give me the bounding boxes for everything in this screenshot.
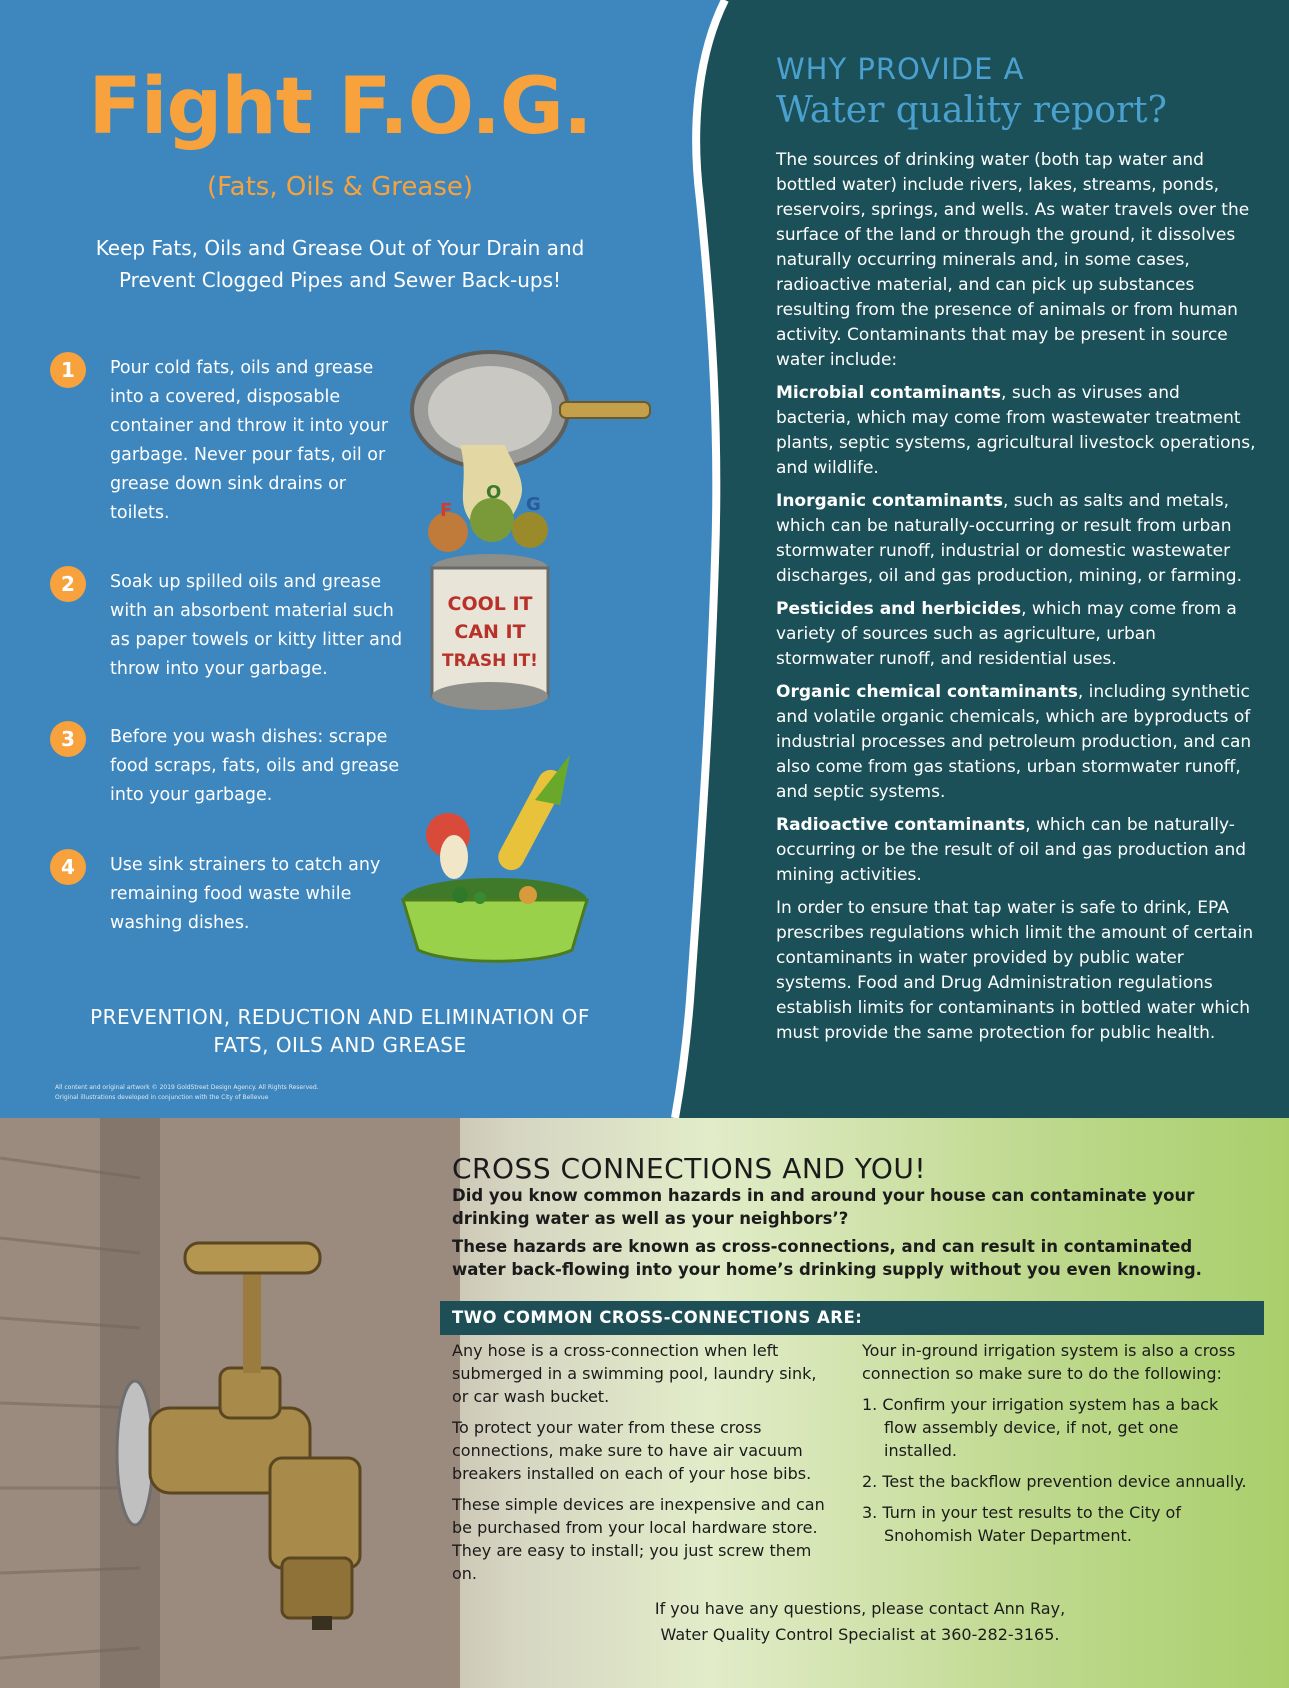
can-letter: G bbox=[526, 494, 541, 515]
contaminant-desc: , including synthetic and volatile organic chemicals, which are byproducts of industrial processes and petroleum production, and can also come from gas stations, urban stormwater runoff, and septic systems. bbox=[776, 682, 1252, 802]
cross-left-paragraph: To protect your water from these cross connections, make sure to have air vacuum breakers installed on each of your hose bibs. bbox=[452, 1418, 812, 1483]
fog-column bbox=[0, 0, 690, 1118]
contaminant-item bbox=[776, 680, 1256, 805]
step-number: 4 bbox=[50, 849, 86, 885]
fog-intro: Keep Fats, Oils and Grease Out of Your Drain and Prevent Clogged Pipes and Sewer Back-ups! bbox=[95, 236, 585, 292]
step-number: 3 bbox=[50, 721, 86, 757]
contaminant-term: Microbial contaminants bbox=[776, 383, 1002, 403]
fog-title: Fight F.O.G. bbox=[88, 62, 592, 152]
cross-connections-title: CROSS CONNECTIONS AND YOU! bbox=[452, 1152, 927, 1185]
list-item: 2. Test the backflow prevention device annually. bbox=[862, 1472, 1247, 1491]
contaminant-item bbox=[776, 597, 1256, 672]
contaminant-item bbox=[776, 813, 1256, 888]
copyright-note bbox=[55, 1083, 355, 1103]
cross-right-column bbox=[862, 1339, 1252, 1555]
contaminant-desc: , which can be naturally-occurring or be the result of oil and gas production and mining activities. bbox=[776, 815, 1247, 885]
contaminant-term: Inorganic contaminants bbox=[776, 491, 1003, 511]
contact-info bbox=[560, 1596, 1160, 1648]
prevention-statement: PREVENTION, REDUCTION AND ELIMINATION OF FATS, OILS AND GREASE bbox=[90, 1005, 590, 1057]
contact-line: Water Quality Control Specialist at 360-282-3165. bbox=[660, 1625, 1060, 1644]
contaminant-term: Radioactive contaminants bbox=[776, 815, 1026, 835]
can-letter: O bbox=[486, 482, 502, 503]
contaminant-desc: , such as viruses and bacteria, which may come from wastewater treatment plants, septic systems, agricultural livestock operations, and wildlife. bbox=[776, 383, 1256, 478]
cross-connections-section bbox=[0, 1118, 1289, 1688]
step-number: 1 bbox=[50, 352, 86, 388]
why-title: Water quality report? bbox=[776, 90, 1167, 131]
contaminant-item bbox=[776, 489, 1256, 589]
step-text: Soak up spilled oils and grease with an absorbent material such as paper towels or kitty litter and throw into your garbage. bbox=[110, 572, 403, 679]
contact-line: If you have any questions, please contact Ann Ray, bbox=[654, 1599, 1066, 1618]
why-kicker: WHY PROVIDE A bbox=[776, 52, 1025, 86]
copyright-line: All content and original artwork © 2019 GoldStreet Design Agency. All Rights Reserved. bbox=[55, 1084, 319, 1091]
water-quality-column bbox=[776, 50, 1256, 1054]
why-intro: The sources of drinking water (both tap water and bottled water) include rivers, lakes, streams, ponds, reservoirs, springs, and wells. As water travels over the surface of the land or through the ground, it dissolves naturally occurring minerals and, in some cases, radioactive material, and can pick up substances resulting from the presence of animals or from human activity. Contaminants that may be present in source water include: bbox=[776, 150, 1250, 370]
cross-intro-1: Did you know common hazards in and around your house can contaminate your drinking water as well as your neighbors’? bbox=[452, 1186, 1195, 1228]
cross-intro-2: These hazards are known as cross-connections, and can result in contaminated water back-flowing into your home’s drinking supply without you even knowing. bbox=[452, 1237, 1202, 1279]
step-number: 2 bbox=[50, 566, 86, 602]
cross-left-column bbox=[452, 1339, 837, 1593]
faucet-photo bbox=[0, 1118, 460, 1688]
step-text: Pour cold fats, oils and grease into a covered, disposable container and throw it into your garbage. Never pour fats, oil or grease down sink drains or toilets. bbox=[110, 358, 389, 523]
two-common-bar: TWO COMMON CROSS-CONNECTIONS ARE: bbox=[440, 1301, 1264, 1335]
irrigation-intro: Your in-ground irrigation system is also a cross connection so make sure to do the following: bbox=[862, 1341, 1236, 1383]
can-label: TRASH IT! bbox=[442, 651, 538, 671]
contaminant-item bbox=[776, 381, 1256, 481]
cross-left-paragraph: These simple devices are inexpensive and can be purchased from your local hardware store. They are easy to install; you just screw them on. bbox=[452, 1495, 825, 1583]
irrigation-list bbox=[862, 1393, 1252, 1547]
cross-left-paragraph: Any hose is a cross-connection when left submerged in a swimming pool, laundry sink, or car wash bucket. bbox=[452, 1341, 817, 1406]
contaminant-term: Pesticides and herbicides bbox=[776, 599, 1022, 619]
contaminant-desc: , such as salts and metals, which can be naturally-occurring or result from urban stormwater runoff, industrial or domestic wastewater discharges, oil and gas production, mining, or farming. bbox=[776, 491, 1243, 586]
fog-subtitle: (Fats, Oils & Grease) bbox=[206, 172, 474, 202]
contaminant-desc: , which may come from a variety of sources such as agriculture, urban stormwater runoff, and residential uses. bbox=[776, 599, 1237, 669]
can-label: CAN IT bbox=[454, 621, 526, 643]
can-letter: F bbox=[440, 500, 453, 521]
why-closing: In order to ensure that tap water is safe to drink, EPA prescribes regulations which limit the amount of certain contaminants in water provided by public water systems. Food and Drug Administration regulations establish limits for contaminants in bottled water which must provide the same protection for public health. bbox=[776, 898, 1254, 1043]
contaminant-term: Organic chemical contaminants bbox=[776, 682, 1078, 702]
grease-can-illustration bbox=[400, 350, 660, 730]
copyright-line: Original illustrations developed in conjunction with the City of Bellevue bbox=[55, 1094, 269, 1101]
step-text: Before you wash dishes: scrape food scraps, fats, oils and grease into your garbage. bbox=[110, 727, 400, 805]
list-item: 1. Confirm your irrigation system has a back flow assembly device, if not, get one installed. bbox=[862, 1395, 1219, 1460]
food-scraps-illustration bbox=[390, 745, 620, 965]
list-item: 3. Turn in your test results to the City of Snohomish Water Department. bbox=[862, 1503, 1181, 1545]
step-text: Use sink strainers to catch any remaining food waste while washing dishes. bbox=[110, 855, 381, 933]
can-label: COOL IT bbox=[447, 593, 533, 615]
